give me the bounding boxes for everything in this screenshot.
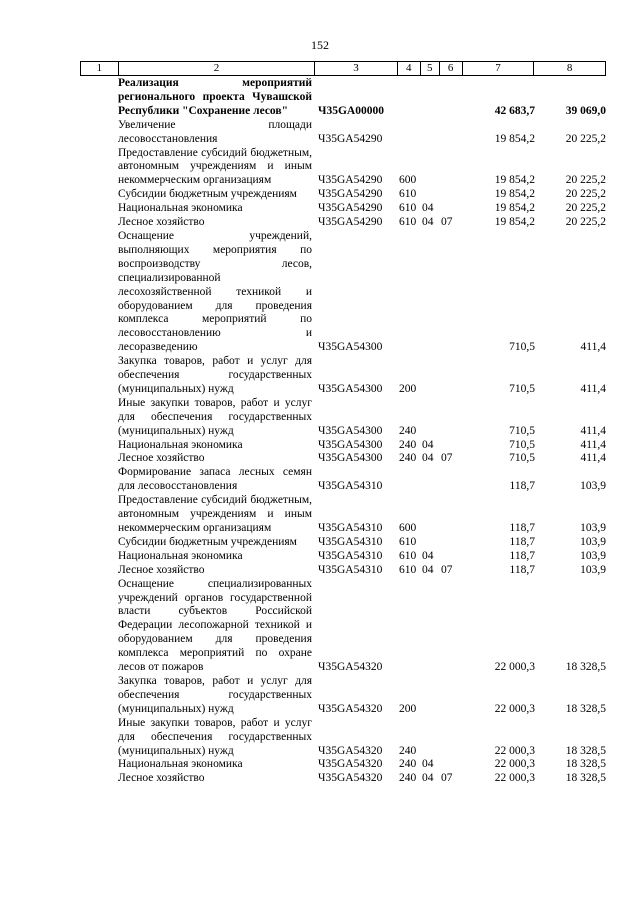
- row-amount-2-cell: 20 225,2: [565, 174, 606, 187]
- row-amount-1-cell: 22 000,3: [494, 661, 535, 674]
- row-code-cell: Ч35GA54320: [318, 744, 383, 757]
- table-row: [80, 466, 606, 494]
- table-row: [80, 452, 606, 466]
- row-amount-1-cell: 710,5: [509, 424, 535, 437]
- row-name-cell: Закупка товаров, работ и услуг для обеспечения государственных (муниципальных) нужд: [118, 674, 312, 715]
- row-amount-1-cell: 19 854,2: [494, 188, 535, 201]
- table-row: [80, 536, 606, 550]
- row-subsection-cell: 07: [441, 452, 453, 465]
- row-amount-1-cell: 118,7: [509, 549, 535, 562]
- row-name-cell: Национальная экономика: [118, 202, 243, 215]
- table-row: [80, 77, 606, 119]
- header-col-8: 8: [566, 62, 573, 74]
- row-amount-1-cell: 19 854,2: [494, 174, 535, 187]
- row-expense-type-cell: 610: [399, 549, 417, 562]
- header-col-7: 7: [463, 62, 535, 75]
- table-row: [80, 202, 606, 216]
- row-expense-type-cell: 200: [399, 702, 417, 715]
- row-section-cell: 04: [422, 216, 434, 229]
- header-col-5: 5: [421, 62, 440, 75]
- table-row: [80, 550, 606, 564]
- row-code-cell: Ч35GA54290: [318, 188, 383, 201]
- row-section-cell: 04: [422, 202, 434, 215]
- row-code-cell: Ч35GA54310: [318, 535, 383, 548]
- row-expense-type-cell: 240: [399, 758, 417, 771]
- row-name-cell: Иные закупки товаров, работ и услуг для обеспечения государственных (муниципальных) нужд: [118, 716, 312, 757]
- row-amount-1-cell: 19 854,2: [494, 132, 535, 145]
- table-row: [80, 772, 606, 786]
- row-code-cell: Ч35GA54310: [318, 480, 383, 493]
- row-subsection-cell: 07: [441, 216, 453, 229]
- row-section-cell: 04: [422, 452, 434, 465]
- table-row: [80, 494, 606, 536]
- row-name-cell: Лесное хозяйство: [118, 772, 205, 785]
- row-amount-1-cell: 22 000,3: [494, 744, 535, 757]
- table-row: [80, 188, 606, 202]
- row-amount-2-cell: 18 328,5: [565, 772, 606, 785]
- row-amount-1-cell: 118,7: [509, 522, 535, 534]
- row-name-cell: Национальная экономика: [118, 758, 243, 771]
- table-row: [80, 355, 606, 397]
- table-row: [80, 675, 606, 717]
- row-section-cell: 04: [422, 758, 434, 771]
- row-code-cell: Ч35GA54290: [318, 216, 383, 229]
- row-name-cell: Оснащение учреждений, выполняющих мероприятия по воспроизводству лесов, специализированной лесохозяйственной техникой и оборудованием для проведения комплекса мероприятий по лесовосстановлению и лесоразведению: [118, 229, 312, 354]
- row-amount-2-cell: 103,9: [580, 535, 606, 548]
- table-row: [80, 758, 606, 772]
- row-expense-type-cell: 240: [399, 772, 417, 785]
- row-subsection-cell: 07: [441, 772, 453, 785]
- row-code-cell: Ч35GA54290: [318, 202, 383, 215]
- page-number: 152: [311, 38, 329, 52]
- row-amount-2-cell: 18 328,5: [565, 702, 606, 715]
- row-amount-1-cell: 710,5: [509, 341, 535, 354]
- row-amount-1-cell: 22 000,3: [494, 772, 535, 785]
- row-expense-type-cell: 240: [399, 744, 417, 757]
- table-row: [80, 564, 606, 578]
- row-amount-2-cell: 18 328,5: [565, 744, 606, 757]
- row-name-cell: Реализация мероприятий регионального проекта Чувашской Республики "Сохранение лесов": [118, 77, 312, 117]
- row-amount-1-cell: 710,5: [509, 382, 535, 395]
- row-amount-2-cell: 411,4: [580, 382, 606, 395]
- row-name-cell: Субсидии бюджетным учреждениям: [118, 535, 297, 548]
- table-row: [80, 578, 606, 675]
- header-col-3: 3: [315, 62, 398, 75]
- row-code-cell: Ч35GA54300: [318, 452, 383, 465]
- row-code-cell: Ч35GA54320: [318, 702, 383, 715]
- row-code-cell: Ч35GA54300: [318, 341, 383, 354]
- row-amount-1-cell: 118,7: [509, 480, 535, 493]
- table-row: [80, 147, 606, 189]
- row-amount-2-cell: 18 328,5: [565, 661, 606, 674]
- budget-table: [80, 61, 606, 786]
- row-name-cell: Иные закупки товаров, работ и услуг для обеспечения государственных (муниципальных) нужд: [118, 396, 312, 437]
- row-name-cell: Лесное хозяйство: [118, 563, 205, 576]
- row-code-cell: Ч35GA00000: [318, 104, 384, 117]
- row-name-cell: Субсидии бюджетным учреждениям: [118, 188, 297, 201]
- row-amount-2-cell: 103,9: [580, 563, 606, 576]
- row-amount-2-cell: 103,9: [580, 549, 606, 562]
- row-name-cell: Национальная экономика: [118, 549, 243, 562]
- row-code-cell: Ч35GA54300: [318, 438, 383, 451]
- row-subsection-cell: 07: [441, 563, 453, 576]
- row-amount-2-cell: 20 225,2: [565, 202, 606, 215]
- row-amount-2-cell: 39 069,0: [565, 104, 606, 117]
- row-amount-2-cell: 411,4: [580, 341, 606, 354]
- table-row: [80, 230, 606, 355]
- row-amount-2-cell: 411,4: [580, 438, 606, 451]
- table-body: [80, 77, 606, 786]
- row-name-cell: Формирование запаса лесных семян для лесовосстановления: [118, 466, 312, 493]
- row-expense-type-cell: 610: [399, 202, 417, 215]
- row-section-cell: 04: [422, 772, 434, 785]
- row-code-cell: Ч35GA54310: [318, 522, 383, 534]
- row-name-cell: Предоставление субсидий бюджетным, автономным учреждениям и иным некоммерческим организациям: [118, 146, 312, 187]
- row-name-cell: Лесное хозяйство: [118, 216, 205, 229]
- row-expense-type-cell: 240: [399, 438, 417, 451]
- row-amount-2-cell: 103,9: [580, 480, 606, 493]
- row-amount-1-cell: 118,7: [509, 563, 535, 576]
- row-amount-1-cell: 710,5: [509, 452, 535, 465]
- row-expense-type-cell: 610: [399, 535, 417, 548]
- row-section-cell: 04: [422, 563, 434, 576]
- row-expense-type-cell: 610: [399, 188, 417, 201]
- table-row: [80, 119, 606, 147]
- row-code-cell: Ч35GA54290: [318, 132, 383, 145]
- row-name-cell: Предоставление субсидий бюджетным, автономным учреждениям и иным некоммерческим организациям: [118, 494, 312, 534]
- row-code-cell: Ч35GA54310: [318, 563, 383, 576]
- row-section-cell: 04: [422, 438, 434, 451]
- row-amount-2-cell: 20 225,2: [565, 188, 606, 201]
- row-amount-1-cell: 22 000,3: [494, 758, 535, 771]
- row-code-cell: Ч35GA54290: [318, 174, 383, 187]
- table-row: [80, 397, 606, 439]
- row-amount-1-cell: 19 854,2: [494, 202, 535, 215]
- row-amount-1-cell: 19 854,2: [494, 216, 535, 229]
- table-row: [80, 717, 606, 759]
- row-expense-type-cell: 240: [399, 424, 417, 437]
- row-expense-type-cell: 610: [399, 563, 417, 576]
- row-amount-2-cell: 20 225,2: [565, 216, 606, 229]
- row-amount-1-cell: 710,5: [509, 438, 535, 451]
- row-name-cell: Закупка товаров, работ и услуг для обеспечения государственных (муниципальных) нужд: [118, 355, 312, 395]
- row-amount-2-cell: 20 225,2: [565, 132, 606, 145]
- row-code-cell: Ч35GA54320: [318, 661, 383, 674]
- row-amount-2-cell: 103,9: [580, 522, 606, 534]
- table-header: [80, 61, 606, 76]
- row-name-cell: Лесное хозяйство: [118, 452, 205, 465]
- header-col-6: 6: [440, 62, 463, 75]
- row-code-cell: Ч35GA54320: [318, 758, 383, 771]
- row-code-cell: Ч35GA54300: [318, 382, 383, 395]
- table-row: [80, 216, 606, 230]
- row-amount-1-cell: 42 683,7: [494, 104, 535, 117]
- header-col-2: 2: [119, 62, 315, 75]
- row-expense-type-cell: 600: [399, 174, 417, 187]
- row-code-cell: Ч35GA54310: [318, 549, 383, 562]
- row-amount-2-cell: 411,4: [580, 452, 606, 465]
- row-amount-2-cell: 18 328,5: [565, 758, 606, 771]
- row-expense-type-cell: 610: [399, 216, 417, 229]
- row-expense-type-cell: 240: [399, 452, 417, 465]
- header-col-4: 4: [398, 62, 421, 75]
- row-name-cell: Увеличение площади лесовосстановления: [118, 118, 312, 145]
- row-expense-type-cell: 200: [399, 382, 417, 395]
- header-col-1: 1: [81, 62, 119, 75]
- row-section-cell: 04: [422, 549, 434, 562]
- row-amount-1-cell: 118,7: [509, 535, 535, 548]
- row-amount-2-cell: 411,4: [580, 424, 606, 437]
- row-name-cell: Оснащение специализированных учреждений органов государственной власти субъектов Российской Федерации лесопожарной техникой и оборудованием для проведения комплекса мероприятий по охране лесов от пожаров: [118, 577, 312, 674]
- row-expense-type-cell: 600: [399, 522, 417, 534]
- row-code-cell: Ч35GA54300: [318, 424, 383, 437]
- row-name-cell: Национальная экономика: [118, 438, 243, 451]
- row-code-cell: Ч35GA54320: [318, 772, 383, 785]
- table-row: [80, 439, 606, 453]
- row-amount-1-cell: 22 000,3: [494, 702, 535, 715]
